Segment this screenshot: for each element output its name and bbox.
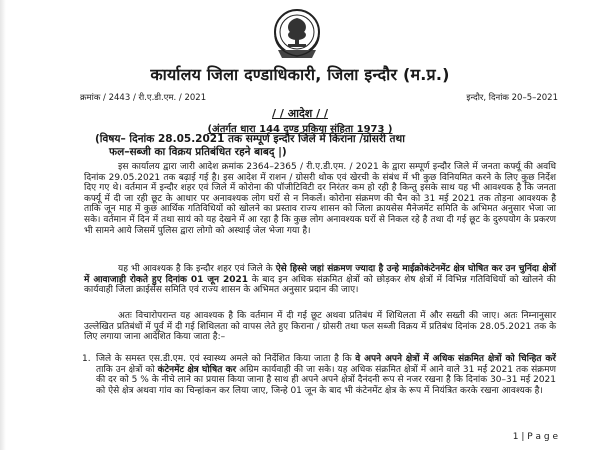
paragraph-2-text-b: के बाद इन अधिक संक्रमित क्षेत्रों को छोड़कर शेष क्षेत्रों में विभिन्न गतिविधियों को खोलने की कार्यवाही जिला क्राईसेस समिति एवं राज्य शासन के अभिमत अनुसार प्रदान की जाए। (84, 274, 556, 296)
subject-line-2: फल–सब्जी का विक्रय प्रतिबंधित रहने बाबद् |) (109, 146, 287, 158)
paragraph-2-text-a: यह भी आवश्यक है कि इन्दौर शहर एवं जिले के (118, 264, 276, 274)
item-1-text-a: जिले के समस्त एस.डी.एम. एवं स्वास्थ्य अमले को निर्देशित किया जाता है कि (96, 354, 356, 364)
page-number: 1 | P a g e (512, 432, 558, 442)
item-1-text-c: अग्रिम कार्यवाही की जा सके। यह अधिक संक्रमित क्षेत्रों में आने वाले 31 मई 2021 तक संक्रमण की दर को 5 % के नीचे लाने का प्रयास किया जाना है साथ ही अपने अपने क्षेत्रों दैनंदनी रूप से नजर रखना है कि दिनांक 30–31 मई 2021 को ऐसे क्षेत्र अथवा गांव का चिन्हांकन कर लिया जाए, जिन्हे 01 जून के बाद भी कंटेनमेंट क्षेत्र के रूप में नियंत्रित करके रखना आवश्यक है। (96, 364, 556, 396)
order-heading-text: / / आदेश / / (272, 107, 328, 120)
paragraph-2 (84, 264, 556, 296)
government-emblem-icon (266, 6, 328, 62)
paragraph-2-bold: ऐसे हिस्से जहां संक्रमण ज्यादा है उन्हे माईक्रोकंटेनमेंट क्षेत्र घोषित कर उन चुनिंदा क्षेत्रों में आवाजाही रोकते हुए दिनांक 01 जून 2021 (84, 264, 556, 285)
place-date: इन्दौर, दिनांक 20–5–2021 (466, 93, 558, 103)
reference-number: क्रमांक / 2443 / री.ए.डी.एम. / 2021 (80, 93, 207, 103)
office-title: कार्यालय जिला दण्डाधिकारी, जिला इन्दौर (म.प्र.) (150, 65, 450, 84)
subject-line-1: (विषय– दिनांक 28.05.2021 तक सम्पूर्ण इन्दौर जिले में किराना /ग्रोसरी तथा (95, 133, 405, 145)
item-1-bold-b: कंटेनमेंट क्षेत्र घोषित कर (157, 364, 237, 375)
item-number: 1. (82, 354, 91, 364)
paragraph-3: अतः विचारोपरान्त यह आवश्यक है कि वर्तमान में दी गई छूट अथवा प्रतिबंध में शिथिलता में और सख्ती की जाए। अतः निम्नानुसार उल्लेखित प्रतिबंधों में पूर्व में दी गई शिथिलता को वापस लेते हुए किराना / ग्रोसरी तथा फल सब्जी विक्रय में प्रतिबंध दिनांक 28.05.2021 तक के लिए लगाया जाना आदेशित किया जाता है:– (84, 311, 556, 343)
order-heading (0, 106, 600, 121)
paragraph-1: इस कार्यालय द्वारा जारी आदेश क्रमांक 2364–2365 / री.ए.डी.एम. / 2021 के द्वारा सम्पूर्ण इन्दौर जिले में जनता कर्फ्यू की अवधि दिनांक 29.05.2021 तक बढ़ाई गई है। इस आदेश में राशन / ग्रोसरी थोक एवं खेरची के संबंध में भी कुछ विनियमित करने के लिए कुछ निर्देश दिए गए थे। वर्तमान में इन्दौर शहर एवं जिले में कोरोना की पॉजीटिविटी दर निरंतर कम हो रही है किन्तु इसके साथ यह भी आवश्यक है कि जनता कर्फ्यू में दी जा रही छूट के आधार पर अनावश्यक लोग घरों से न निकलें। कोरोना संक्रमण की चैन को 31 मई 2021 तक तोड़ना आवश्यक है ताकि जून माह में कुछ आर्थिक गतिविधियों को खोलने का प्रस्ताव राज्य शासन को जिला क्रायसेस मैनेजमेंट समिति के अभिमत अनुसार भेजा जा सके। वर्तमान में दिन में तथा सायं को यह देखने में आ रहा है कि कुछ लोग अनावश्यक घरों से निकल रहे है तथा दी गई छूट के दुरुपयोग के प्रकरण भी सामने आये जिसमें पुलिस द्वारा लोगो को अस्थाई जेल भेजा गया है। (84, 162, 556, 236)
item-1-bold-a: वे अपने अपने क्षेत्रों में अधिक संक्रमित क्षेत्रों को चिन्हित करें (355, 354, 556, 364)
section-reference: (अंतर्गत धारा 144 दण्ड प्रकिया संहिता 1973 ) (207, 124, 393, 135)
subject-block (95, 133, 535, 159)
item-1-text-b: ताकि उन क्षेत्रों को (96, 364, 158, 375)
numbered-item-1 (82, 354, 556, 396)
